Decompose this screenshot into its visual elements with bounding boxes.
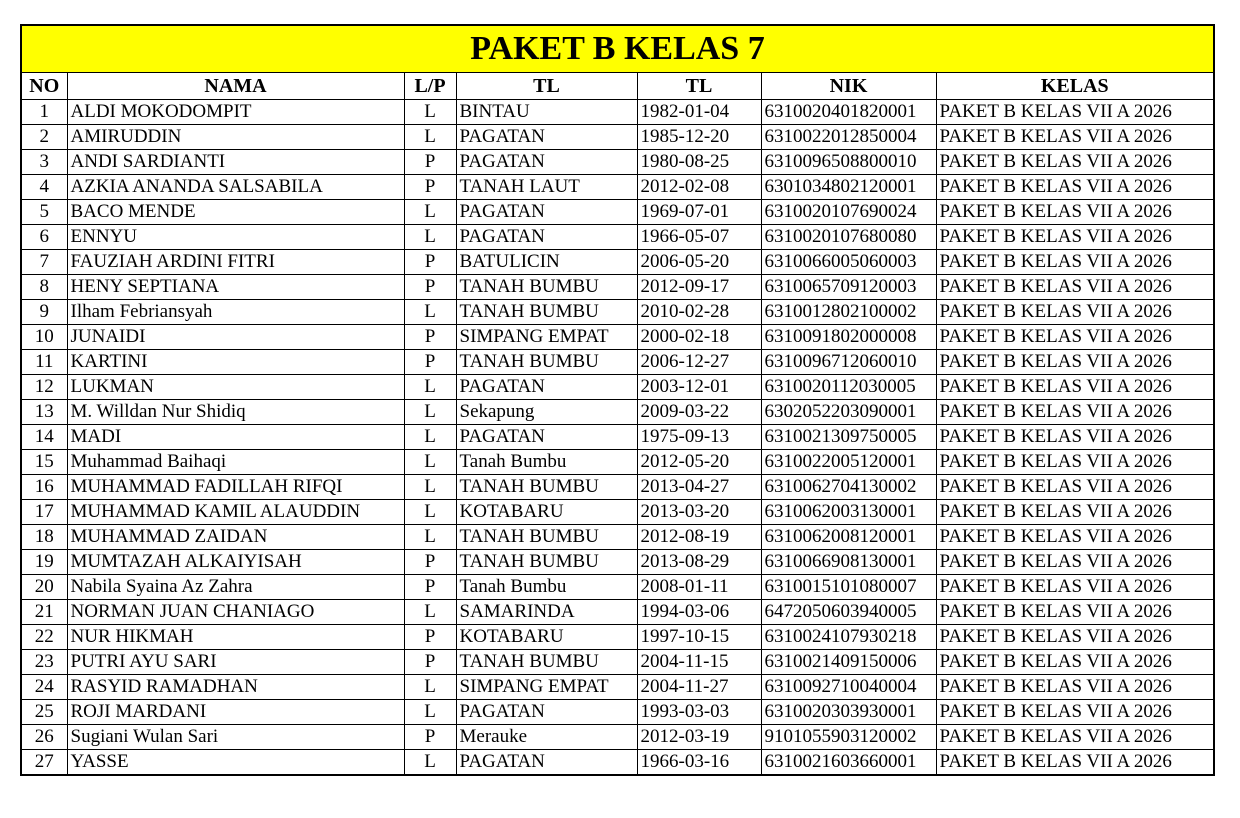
cell-tempat-lahir: PAGATAN (456, 749, 637, 775)
cell-no: 4 (21, 174, 67, 199)
cell-tanggal-lahir: 1966-03-16 (637, 749, 761, 775)
cell-lp: P (404, 149, 456, 174)
cell-kelas: PAKET B KELAS VII A 2026 (936, 499, 1214, 524)
table-row (21, 649, 1214, 674)
cell-tempat-lahir: Tanah Bumbu (456, 449, 637, 474)
cell-no: 27 (21, 749, 67, 775)
cell-lp: L (404, 224, 456, 249)
cell-lp: P (404, 574, 456, 599)
cell-no: 24 (21, 674, 67, 699)
cell-tempat-lahir: PAGATAN (456, 149, 637, 174)
cell-nik: 6310022012850004 (761, 124, 936, 149)
table-row (21, 674, 1214, 699)
cell-lp: L (404, 499, 456, 524)
cell-tanggal-lahir: 1969-07-01 (637, 199, 761, 224)
cell-nama: Sugiani Wulan Sari (67, 724, 404, 749)
cell-lp: L (404, 449, 456, 474)
cell-nama: M. Willdan Nur Shidiq (67, 399, 404, 424)
table-row (21, 99, 1214, 124)
cell-kelas: PAKET B KELAS VII A 2026 (936, 449, 1214, 474)
cell-lp: P (404, 274, 456, 299)
table-row (21, 574, 1214, 599)
cell-tempat-lahir: SIMPANG EMPAT (456, 324, 637, 349)
cell-lp: L (404, 599, 456, 624)
cell-nama: Muhammad Baihaqi (67, 449, 404, 474)
cell-lp: L (404, 699, 456, 724)
header-row (21, 72, 1214, 99)
cell-nama: BACO MENDE (67, 199, 404, 224)
cell-tanggal-lahir: 2000-02-18 (637, 324, 761, 349)
cell-nama: ROJI MARDANI (67, 699, 404, 724)
cell-no: 9 (21, 299, 67, 324)
cell-tanggal-lahir: 2003-12-01 (637, 374, 761, 399)
cell-tempat-lahir: BINTAU (456, 99, 637, 124)
header-nama: NAMA (67, 72, 404, 99)
table-row (21, 424, 1214, 449)
cell-nama: AMIRUDDIN (67, 124, 404, 149)
cell-kelas: PAKET B KELAS VII A 2026 (936, 599, 1214, 624)
table-row (21, 624, 1214, 649)
table-row (21, 374, 1214, 399)
cell-tempat-lahir: TANAH BUMBU (456, 274, 637, 299)
cell-nama: MUHAMMAD KAMIL ALAUDDIN (67, 499, 404, 524)
cell-nama: HENY SEPTIANA (67, 274, 404, 299)
cell-lp: L (404, 399, 456, 424)
cell-no: 5 (21, 199, 67, 224)
cell-nama: LUKMAN (67, 374, 404, 399)
cell-tanggal-lahir: 1997-10-15 (637, 624, 761, 649)
cell-lp: L (404, 749, 456, 775)
cell-nik: 6310024107930218 (761, 624, 936, 649)
header-tanggal-lahir: TL (637, 72, 761, 99)
cell-nik: 6310022005120001 (761, 449, 936, 474)
cell-lp: L (404, 374, 456, 399)
cell-tanggal-lahir: 2013-04-27 (637, 474, 761, 499)
cell-tempat-lahir: TANAH BUMBU (456, 349, 637, 374)
cell-nik: 6310096508800010 (761, 149, 936, 174)
cell-tanggal-lahir: 1982-01-04 (637, 99, 761, 124)
table-row (21, 349, 1214, 374)
cell-lp: L (404, 299, 456, 324)
spreadsheet (20, 24, 1213, 776)
cell-kelas: PAKET B KELAS VII A 2026 (936, 349, 1214, 374)
cell-nama: NUR HIKMAH (67, 624, 404, 649)
cell-nama: ANDI SARDIANTI (67, 149, 404, 174)
table-row (21, 149, 1214, 174)
cell-tanggal-lahir: 2012-05-20 (637, 449, 761, 474)
cell-tempat-lahir: KOTABARU (456, 499, 637, 524)
cell-tempat-lahir: KOTABARU (456, 624, 637, 649)
cell-nama: ENNYU (67, 224, 404, 249)
cell-tempat-lahir: SAMARINDA (456, 599, 637, 624)
cell-no: 6 (21, 224, 67, 249)
cell-tempat-lahir: BATULICIN (456, 249, 637, 274)
header-lp: L/P (404, 72, 456, 99)
table-row (21, 324, 1214, 349)
cell-tanggal-lahir: 2013-08-29 (637, 549, 761, 574)
cell-no: 7 (21, 249, 67, 274)
cell-tempat-lahir: Tanah Bumbu (456, 574, 637, 599)
cell-nama: MUHAMMAD ZAIDAN (67, 524, 404, 549)
cell-nik: 6310091802000008 (761, 324, 936, 349)
table-row (21, 399, 1214, 424)
cell-no: 21 (21, 599, 67, 624)
cell-tanggal-lahir: 2012-09-17 (637, 274, 761, 299)
cell-tempat-lahir: TANAH BUMBU (456, 649, 637, 674)
cell-nik: 6310062003130001 (761, 499, 936, 524)
table-row (21, 724, 1214, 749)
cell-kelas: PAKET B KELAS VII A 2026 (936, 249, 1214, 274)
cell-kelas: PAKET B KELAS VII A 2026 (936, 649, 1214, 674)
cell-tempat-lahir: PAGATAN (456, 699, 637, 724)
header-no: NO (21, 72, 67, 99)
cell-nik: 6310062704130002 (761, 474, 936, 499)
cell-no: 22 (21, 624, 67, 649)
cell-no: 26 (21, 724, 67, 749)
cell-kelas: PAKET B KELAS VII A 2026 (936, 274, 1214, 299)
cell-tanggal-lahir: 1994-03-06 (637, 599, 761, 624)
cell-nama: MUMTAZAH ALKAIYISAH (67, 549, 404, 574)
table-row (21, 599, 1214, 624)
cell-lp: P (404, 624, 456, 649)
cell-tempat-lahir: PAGATAN (456, 124, 637, 149)
cell-nik: 6310021603660001 (761, 749, 936, 775)
cell-no: 17 (21, 499, 67, 524)
cell-nama: PUTRI AYU SARI (67, 649, 404, 674)
table-body (21, 99, 1214, 775)
cell-nik: 6310066908130001 (761, 549, 936, 574)
cell-kelas: PAKET B KELAS VII A 2026 (936, 324, 1214, 349)
cell-lp: L (404, 524, 456, 549)
cell-kelas: PAKET B KELAS VII A 2026 (936, 99, 1214, 124)
cell-nik: 6310096712060010 (761, 349, 936, 374)
cell-nik: 6310066005060003 (761, 249, 936, 274)
cell-tempat-lahir: SIMPANG EMPAT (456, 674, 637, 699)
cell-tanggal-lahir: 2013-03-20 (637, 499, 761, 524)
cell-nama: ALDI MOKODOMPIT (67, 99, 404, 124)
table-row (21, 174, 1214, 199)
cell-kelas: PAKET B KELAS VII A 2026 (936, 149, 1214, 174)
cell-nama: NORMAN JUAN CHANIAGO (67, 599, 404, 624)
cell-lp: L (404, 199, 456, 224)
cell-kelas: PAKET B KELAS VII A 2026 (936, 424, 1214, 449)
table-row (21, 699, 1214, 724)
cell-tanggal-lahir: 2008-01-11 (637, 574, 761, 599)
cell-kelas: PAKET B KELAS VII A 2026 (936, 199, 1214, 224)
student-table (20, 24, 1215, 776)
cell-kelas: PAKET B KELAS VII A 2026 (936, 724, 1214, 749)
cell-nama: MUHAMMAD FADILLAH RIFQI (67, 474, 404, 499)
cell-tanggal-lahir: 2009-03-22 (637, 399, 761, 424)
cell-kelas: PAKET B KELAS VII A 2026 (936, 224, 1214, 249)
cell-tanggal-lahir: 2012-03-19 (637, 724, 761, 749)
table-row (21, 274, 1214, 299)
cell-nik: 6301034802120001 (761, 174, 936, 199)
cell-kelas: PAKET B KELAS VII A 2026 (936, 699, 1214, 724)
cell-no: 25 (21, 699, 67, 724)
cell-tanggal-lahir: 2012-08-19 (637, 524, 761, 549)
cell-lp: L (404, 424, 456, 449)
cell-kelas: PAKET B KELAS VII A 2026 (936, 624, 1214, 649)
cell-tanggal-lahir: 1980-08-25 (637, 149, 761, 174)
cell-no: 1 (21, 99, 67, 124)
cell-lp: L (404, 124, 456, 149)
cell-no: 23 (21, 649, 67, 674)
cell-no: 16 (21, 474, 67, 499)
cell-kelas: PAKET B KELAS VII A 2026 (936, 399, 1214, 424)
cell-tempat-lahir: TANAH BUMBU (456, 549, 637, 574)
cell-nama: Nabila Syaina Az Zahra (67, 574, 404, 599)
table-row (21, 749, 1214, 775)
cell-no: 11 (21, 349, 67, 374)
cell-nik: 6310021309750005 (761, 424, 936, 449)
cell-tanggal-lahir: 1985-12-20 (637, 124, 761, 149)
cell-nik: 6310015101080007 (761, 574, 936, 599)
cell-nik: 6310020401820001 (761, 99, 936, 124)
cell-nama: FAUZIAH ARDINI FITRI (67, 249, 404, 274)
cell-no: 2 (21, 124, 67, 149)
cell-tempat-lahir: PAGATAN (456, 424, 637, 449)
table-row (21, 474, 1214, 499)
cell-lp: L (404, 674, 456, 699)
table-row (21, 524, 1214, 549)
cell-no: 20 (21, 574, 67, 599)
cell-lp: P (404, 249, 456, 274)
cell-nik: 6310012802100002 (761, 299, 936, 324)
cell-tanggal-lahir: 2006-05-20 (637, 249, 761, 274)
cell-kelas: PAKET B KELAS VII A 2026 (936, 299, 1214, 324)
cell-tempat-lahir: PAGATAN (456, 199, 637, 224)
cell-tanggal-lahir: 1993-03-03 (637, 699, 761, 724)
cell-lp: P (404, 724, 456, 749)
cell-tanggal-lahir: 2012-02-08 (637, 174, 761, 199)
table-row (21, 499, 1214, 524)
cell-nama: YASSE (67, 749, 404, 775)
cell-lp: P (404, 549, 456, 574)
cell-nama: MADI (67, 424, 404, 449)
cell-no: 10 (21, 324, 67, 349)
header-tempat-lahir: TL (456, 72, 637, 99)
cell-kelas: PAKET B KELAS VII A 2026 (936, 374, 1214, 399)
cell-nama: Ilham Febriansyah (67, 299, 404, 324)
cell-kelas: PAKET B KELAS VII A 2026 (936, 474, 1214, 499)
header-kelas: KELAS (936, 72, 1214, 99)
cell-lp: L (404, 474, 456, 499)
cell-kelas: PAKET B KELAS VII A 2026 (936, 124, 1214, 149)
table-row (21, 249, 1214, 274)
cell-no: 15 (21, 449, 67, 474)
cell-lp: P (404, 174, 456, 199)
table-row (21, 449, 1214, 474)
cell-tanggal-lahir: 1975-09-13 (637, 424, 761, 449)
cell-lp: P (404, 324, 456, 349)
cell-tempat-lahir: TANAH BUMBU (456, 524, 637, 549)
cell-no: 12 (21, 374, 67, 399)
cell-nik: 6310020107690024 (761, 199, 936, 224)
cell-no: 18 (21, 524, 67, 549)
cell-lp: P (404, 649, 456, 674)
table-row (21, 199, 1214, 224)
cell-tanggal-lahir: 2006-12-27 (637, 349, 761, 374)
cell-tempat-lahir: Merauke (456, 724, 637, 749)
cell-tempat-lahir: TANAH LAUT (456, 174, 637, 199)
cell-nik: 6310021409150006 (761, 649, 936, 674)
table-row (21, 224, 1214, 249)
cell-tempat-lahir: TANAH BUMBU (456, 299, 637, 324)
cell-no: 19 (21, 549, 67, 574)
cell-lp: L (404, 99, 456, 124)
table-row (21, 299, 1214, 324)
cell-kelas: PAKET B KELAS VII A 2026 (936, 674, 1214, 699)
cell-no: 3 (21, 149, 67, 174)
cell-lp: P (404, 349, 456, 374)
cell-tempat-lahir: PAGATAN (456, 224, 637, 249)
cell-kelas: PAKET B KELAS VII A 2026 (936, 524, 1214, 549)
cell-tempat-lahir: Sekapung (456, 399, 637, 424)
cell-tanggal-lahir: 1966-05-07 (637, 224, 761, 249)
cell-tanggal-lahir: 2010-02-28 (637, 299, 761, 324)
cell-nama: AZKIA ANANDA SALSABILA (67, 174, 404, 199)
cell-no: 14 (21, 424, 67, 449)
cell-kelas: PAKET B KELAS VII A 2026 (936, 174, 1214, 199)
cell-kelas: PAKET B KELAS VII A 2026 (936, 574, 1214, 599)
cell-nama: RASYID RAMADHAN (67, 674, 404, 699)
cell-nik: 6310020303930001 (761, 699, 936, 724)
cell-nik: 6472050603940005 (761, 599, 936, 624)
cell-no: 8 (21, 274, 67, 299)
table-title: PAKET B KELAS 7 (21, 25, 1214, 72)
cell-nik: 6302052203090001 (761, 399, 936, 424)
title-row (21, 25, 1214, 72)
cell-no: 13 (21, 399, 67, 424)
cell-nik: 6310092710040004 (761, 674, 936, 699)
table-row (21, 124, 1214, 149)
cell-nik: 6310065709120003 (761, 274, 936, 299)
cell-nama: KARTINI (67, 349, 404, 374)
header-nik: NIK (761, 72, 936, 99)
cell-nik: 9101055903120002 (761, 724, 936, 749)
table-row (21, 549, 1214, 574)
cell-nik: 6310062008120001 (761, 524, 936, 549)
cell-kelas: PAKET B KELAS VII A 2026 (936, 749, 1214, 775)
cell-tempat-lahir: TANAH BUMBU (456, 474, 637, 499)
cell-kelas: PAKET B KELAS VII A 2026 (936, 549, 1214, 574)
cell-tempat-lahir: PAGATAN (456, 374, 637, 399)
cell-tanggal-lahir: 2004-11-15 (637, 649, 761, 674)
cell-nik: 6310020112030005 (761, 374, 936, 399)
cell-nama: JUNAIDI (67, 324, 404, 349)
cell-nik: 6310020107680080 (761, 224, 936, 249)
cell-tanggal-lahir: 2004-11-27 (637, 674, 761, 699)
